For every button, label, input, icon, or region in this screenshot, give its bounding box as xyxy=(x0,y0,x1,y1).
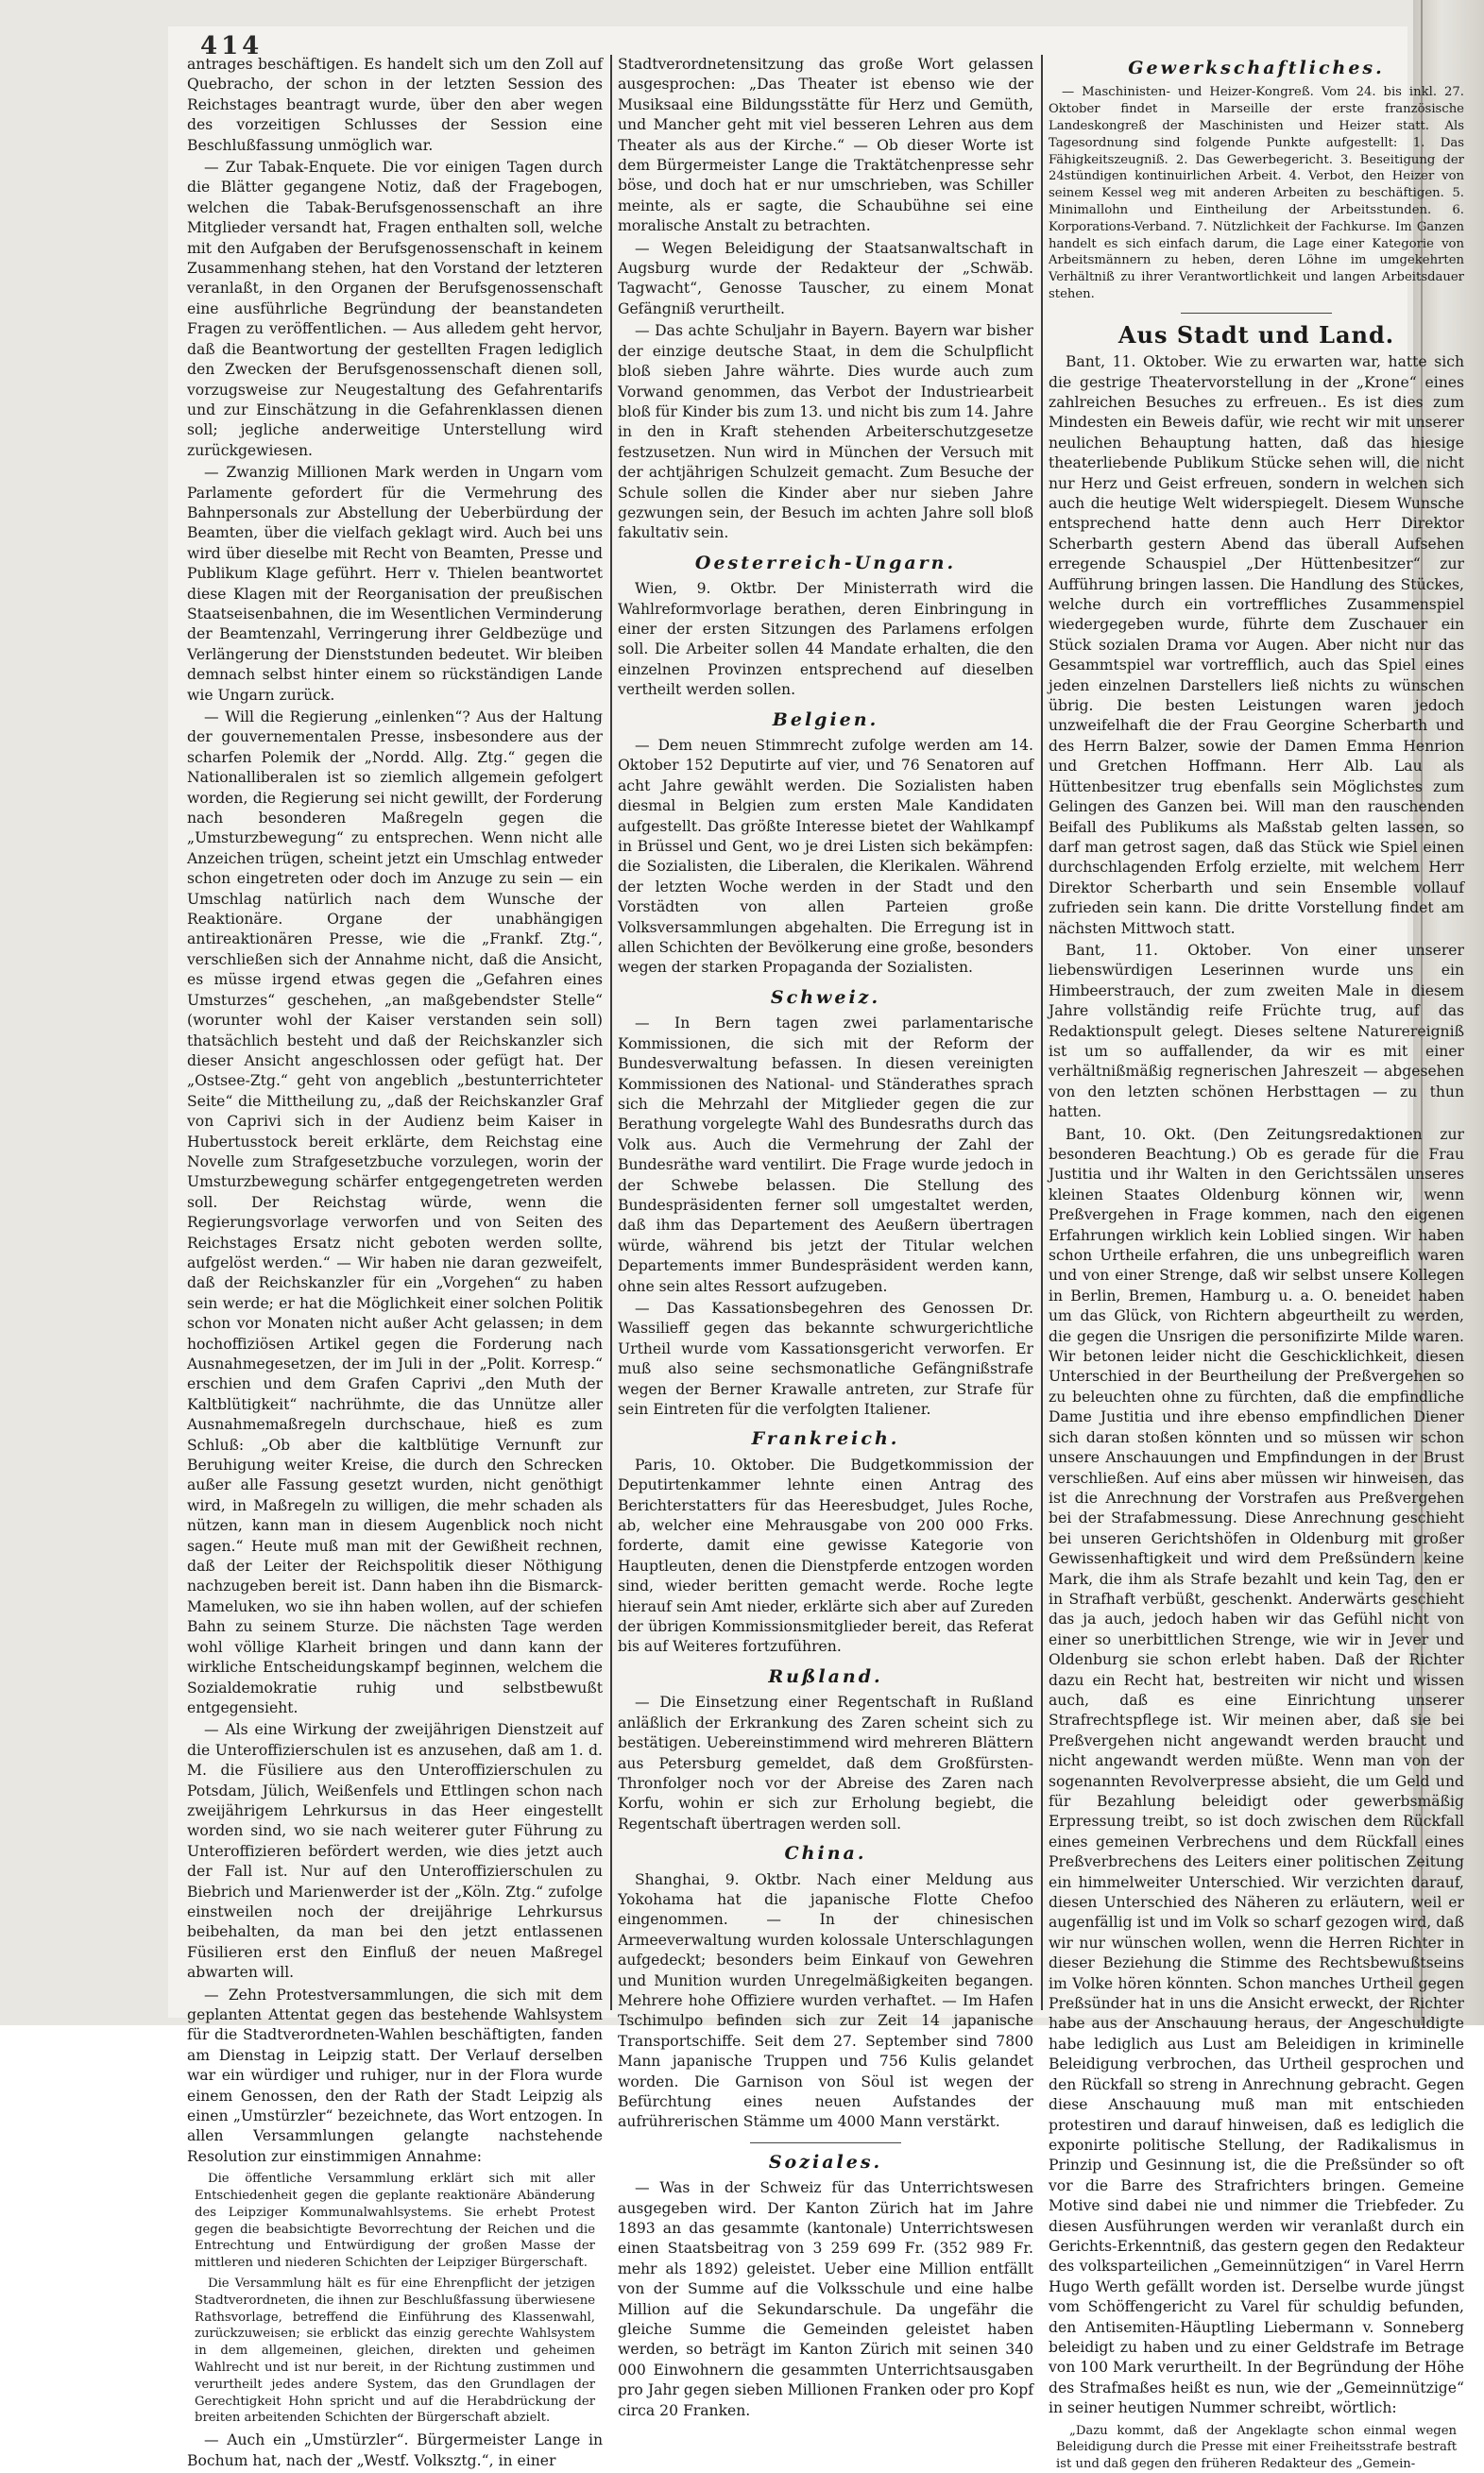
section-heading: China. xyxy=(784,1843,867,1865)
page-number: 414 xyxy=(200,32,264,60)
paragraph: Paris, 10. Oktober. Die Budgetkommission der Deputirtenkammer lehnte einen Antrag des Berichterstatters für das Heeresbudget, Jules Roche, ab, welcher eine Mehrausgabe von 200 000 Frks. forderte, damit eine gewisse Kategorie von Hauptleuten, denen die Dienstpferde entzogen worden sind, wieder beritten gemacht werde. Roche legte hierauf sein Amt nieder, erklärte sich aber auf Zureden der übrigen Kommissionsmitglieder bereit, das Referat bis auf Weiteres fortzuführen. xyxy=(618,1456,1033,1656)
paragraph: — Maschinisten- und Heizer-Kongreß. Vom 24. bis inkl. 27. Oktober findet in Marseille der erste französische Landeskongreß der Maschinisten und Heizer statt. Als Tagesordnung sind folgende Punkte aufgestellt: 1. Das Fähigkeitszeugniß. 2. Das Gewerbegericht. 3. Beseitigung der 24stündigen kontinuirlichen Arbeit. 4. Verbot, den Heizer von seinem Kessel weg mit anderen Arbeiten zu beschäftigen. 5. Minimallohn und Eintheilung der Arbeitsstunden. 6. Korporations-Verband. 7. Nützlichkeit der Fachkurse. Im Ganzen handelt es sich einfach darum, die Lage einer Kategorie von Arbeitsmännern zu heben, deren Löhne im umgekehrten Verhältniß zu ihrer Verantwortlichkeit und langen Arbeitsdauer stehen. xyxy=(1049,85,1464,301)
section-heading: Rußland. xyxy=(768,1665,883,1687)
section-heading: Schweiz. xyxy=(770,986,881,1008)
paragraph: — Will die Regierung „einlenken“? Aus der Haltung der gouvernementalen Presse, insbesondere aus der scharfen Polemik der „Nordd. Allg. Ztg.“ gegen die Nationalliberalen ist so ziemlich allgemein gefolgert worden, die Regierung sei nicht gewillt, der Forderung nach besonderen Maßregeln gegen die „Umsturzbewegung“ zu entsprechen. Wenn nicht alle Anzeichen trügen, scheint jetzt ein Umschlag entweder schon eingetreten oder doch im Anzuge zu sein — ein Umschlag natürlich nach dem Wunsche der Reaktionäre. Organe der unabhängigen antireaktionären Presse, wie die „Frankf. Ztg.“, verschließen sich der Annahme nicht, daß die Ansicht, es müsse irgend etwas gegen die „Gefahren eines Umsturzes“ geschehen, „an maßgebendster Stelle“ (worunter wohl der Kaiser verstanden sein soll) thatsächlich besteht und daß der Reichskanzler sich dieser Ansicht angeschlossen oder gefügt hat. Der „Ostsee-Ztg.“ geht von angeblich „bestunterrichteter Seite“ die Mittheilung zu, „daß der Reichskanzler Graf von Caprivi sich in der Audienz beim Kaiser in Hubertusstock bereit erklärte, dem Reichstag eine Novelle zum Strafgesetzbuche vorzulegen, worin der Umsturzbewegung schärfer entgegengetreten werden soll. Der Reichstag würde, wenn die Regierungsvorlage verworfen und von Seiten des Reichstages Ersatz nicht geboten werden sollte, aufgelöst werden.“ — Wir haben nie daran gezweifelt, daß der Reichskanzler für ein „Vorgehen“ zu haben sein werde; er hat die Möglichkeit einer solchen Politik schon vor Monaten nicht außer Acht gelassen; in dem hochoffiziösen Artikel gegen die Forderung nach Ausnahmegesetzen, der im Juli in der „Polit. Korresp.“ erschien und dem Grafen Caprivi „den Muth der Kaltblütigkeit“ nachrühmte, die das Unnütze aller Ausnahmemaßregeln durchschaue, hieß es zum Schluß: „Ob aber die kaltblütige Vernunft zur Beruhigung weiter Kreise, die durch den Schrecken außer alle Fassung gesetzt wurden, nicht genöthigt wird, in Maßregeln zu willigen, die mehr schaden als nützen, kann man in diesem Augenblick noch nicht sagen.“ Heute muß man mit der Gewißheit rechnen, daß der Leiter der Reichspolitik dieser Nöthigung nachzugeben bereit ist. Dann haben ihn die Bismarck-Mameluken, wo sie ihn haben wollen, auf der schiefen Bahn zu seinem Sturze. Die nächsten Tage werden wohl völlige Klarheit bringen und dann kann der wirkliche Entscheidungskampf beginnen, welchem die Sozialdemokratie ruhig und selbstbewußt entgegensieht. xyxy=(187,708,603,1716)
column-1 xyxy=(187,55,603,2469)
paragraph: — Was in der Schweiz für das Unterrichtswesen ausgegeben wird. Der Kanton Zürich hat im Jahre 1893 an das gesammte (kantonale) Unterrichtswesen einen Staatsbeitrag von 3 259 699 Fr. (352 989 Fr. mehr als 1892) geleistet. Ueber eine Million entfällt von der Summe auf die Volksschule und eine halbe Million auf die Sekundarschule. Da ungefähr die gleiche Summe die Gemeinden geleistet haben werden, so beträgt im Kanton Zürich mit seinen 340 000 Einwohnern die gesammten Unterrichtsausgaben pro Jahr gegen sieben Millionen Franken oder pro Kopf circa 20 Franken. xyxy=(618,2179,1033,2419)
section-divider xyxy=(750,2142,901,2143)
paragraph: Shanghai, 9. Oktbr. Nach einer Meldung aus Yokohama hat die japanische Flotte Chefoo eingenommen. — In der chinesischen Armeeverwaltung wurden kolossale Unterschlagungen aufgedeckt; besonders beim Einkauf von Gewehren und Munition wurden Unregelmäßigkeiten begangen. Mehrere hohe Offiziere wurden verhaftet. — Im Hafen Tschimulpo befinden sich zur Zeit 14 japanische Transportschiffe. Seit dem 27. September sind 7800 Mann japanische Truppen und 756 Kulis gelandet worden. Die Garnison von Söul ist wegen der Befürchtung eines neuen Aufstandes der aufrührerischen Stämme um 4000 Mann verstärkt. xyxy=(618,1870,1033,2131)
paragraph: — Das Kassationsbegehren des Genossen Dr. Wassilieff gegen das bekannte schwurgerichtliche Urtheil wurde vom Kassationsgericht verworfen. Er muß also seine sechsmonatliche Gefängnißstrafe wegen der Berner Krawalle antreten, zur Strafe für sein Eintreten für die verfolgten Italiener. xyxy=(618,1299,1033,1418)
paragraph: Bant, 10. Okt. (Den Zeitungsredaktionen zur besonderen Beachtung.) Ob es gerade für die Frau Justitia und ihr Walten in den Gerichtssälen unseres kleinen Staates Oldenburg können wir, wenn Preßvergehen in Frage kommen, nach den eigenen Erfahrungen wirklich kein Loblied singen. Wir haben schon Urtheile erfahren, die uns unbegreiflich waren und von einer Strenge, daß wir selbst unsere Kollegen in Berlin, Bremen, Hamburg u. a. O. beneidet haben um das Glück, von Richtern abgeurtheilt zu werden, die gegen die Unsrigen die personifizirte Milde waren. Wir betonen leider nicht die Geschicklichkeit, diesen Unterschied in der Beurtheilung der Preßvergehen so zu beleuchten ohne zu fürchten, daß die empfindliche Dame Justitia und ihre ebenso empfindlichen Diener sich daran stoßen könnten und so müssen wir schon unsere Anschauungen und Empfindungen in der Brust verschließen. Auf eins aber müssen wir hinweisen, das ist die Anrechnung der Vorstrafen aus Preßvergehen bei der Strafabmessung. Diese Anrechnung geschieht bei unseren Gerichtshöfen in Oldenburg mit großer Gewissenhaftigkeit und wird dem Preßsündern keine Mark, die ihm als Strafe bezahlt und kein Tag, den er in Strafhaft verbüßt, geschenkt. Anderwärts geschieht das ja auch, jedoch haben wir das Gefühl nicht von einer so unerbittlichen Strenge, wie wir in Jever und Oldenburg sie schon erlebt haben. Daß der Richter dazu ein Recht hat, bestreiten wir nicht und wissen auch, daß es eine Einrichtung unserer Strafrechtspflege ist. Wir meinen aber, daß sie bei Preßvergehen nicht angewandt werden braucht und nicht angewandt werden müßte. Wenn man von der sogenannten Revolverpresse absieht, die um Geld und für Bezahlung beleidigt oder gewerbsmäßig Erpressung treibt, so ist doch zwischen dem Rückfall eines gemeinen Verbrechens und dem Rückfall eines Preßverbrechens des Leiters einer politischen Zeitung ein himmelweiter Unterschied. Wir verzichten darauf, diesen Unterschied des Näheren zu erläutern, weil er augenfällig ist und im Volk so scharf gezogen wird, daß wir nur wünschen wollen, wenn die Herren Richter in dieser Beziehung die Stimme des Rechtsbewußtseins im Volke hören könnten. Schon manches Urtheil gegen Preßsünder hat in uns die Ansicht erweckt, der Richter habe aus der Anschauung heraus, der Angeschuldigte habe lediglich aus Lust am Beleidigen in kriminelle Beleidigung verbrochen, das Urtheil gesprochen und den Rückfall so streng in Anrechnung gebracht. Gegen diese Anschauung muß man mit entschieden protestiren und darauf hinweisen, daß es lediglich die exponirte politische Stellung, der Radikalismus in Prinzip und Gesinnung ist, die die Preßsünder so oft vor die Barre des Strafrichters bringen. Gemeine Motive sind dabei nie und nimmer die Triebfeder. Zu diesen Ausführungen werden wir veranlaßt durch ein Gerichts-Erkenntniß, das gestern gegen den Redakteur des volksparteilichen „Gemeinnützigen“ in Varel Herrn Hugo Werth gefällt worden ist. Derselbe wurde jüngst vom Schöffengericht zu Varel für schuldig befunden, den Antisemiten-Häuptling Liebermann v. Sonneberg beleidigt zu haben und zu einer Geldstrafe im Betrage von 100 Mark verurtheilt. In der Begründung der Höhe des Strafmaßes heißt es nun, wie der „Gemeinnützige“ in seiner heutigen Nummer schreibt, wörtlich: xyxy=(1049,1125,1464,2417)
section-heading: Aus Stadt und Land. xyxy=(1117,320,1395,349)
paragraph: Stadtverordnetensitzung das große Wort gelassen ausgesprochen: „Das Theater ist ebenso wie der Musiksaal eine Bildungsstätte für Herz und Gemüth, und Mancher geht mit viel besseren Lehren aus dem Theater als aus der Kirche.“ — Ob dieser Worte ist dem Bürgermeister Lange die Traktätchenpresse sehr böse, und doch hat er nur umschrieben, was Schiller meinte, als er sagte, die Schaubühne sei eine moralische Anstalt zu betrachten. xyxy=(618,56,1033,235)
column-rule xyxy=(1041,55,1043,2010)
paragraph: — Auch ein „Umstürzler“. Bürgermeister Lange in Bochum hat, nach der „Westf. Volksztg.“, in einer xyxy=(187,2431,603,2469)
paragraph: — Dem neuen Stimmrecht zufolge werden am 14. Oktober 152 Deputirte auf vier, und 76 Senatoren auf acht Jahre gewählt werden. Die Sozialisten haben diesmal in Belgien zum ersten Male Kandidaten aufgestellt. Das größte Interesse bietet der Wahlkampf in Brüssel und Gent, wo je drei Listen sich bekämpfen: die Sozialisten, die Liberalen, die Klerikalen. Während der letzten Woche werden in der Stadt und den Vorstädten von allen Parteien große Volksversammlungen abgehalten. Die Erregung ist in allen Schichten der Bevölkerung eine große, besonders wegen der starken Propaganda der Sozialisten. xyxy=(618,737,1034,977)
paragraph: antrages beschäftigen. Es handelt sich um den Zoll auf Quebracho, der schon in der letzten Session des Reichstages beantragt wurde, über den aber wegen des vorzeitigen Schlusses der Session eine Beschlußfassung unmöglich war. xyxy=(187,56,603,154)
paragraph: — Zehn Protestversammlungen, die sich mit dem geplanten Attentat gegen das bestehende Wahlsystem für die Stadtverordneten-Wahlen beschäftigten, fanden am Dienstag in Leipzig statt. Der Verlauf derselben war ein würdiger und ruhiger, nur in der Flora wurde einem Genossen, den der Rath der Stadt Leipzig als einen „Umstürzler“ bezeichnete, das Wort entzogen. In allen Versammlungen gelangte nachstehende Resolution zur einstimmigen Annahme: xyxy=(187,1986,603,2165)
resolution-text: Die öffentliche Versammlung erklärt sich mit aller Entschiedenheit gegen die geplante reaktionäre Abänderung des Leipziger Kommunalwahlsystems. Sie erhebt Protest gegen die beabsichtigte Bevorrechtung der Reichen und die Entrechtung und Entwürdigung der großen Masse der mittleren und niederen Schichten der Leipziger Bürgerschaft. xyxy=(195,2172,595,2271)
resolution-text: Die Versammlung hält es für eine Ehrenpflicht der jetzigen Stadtverordneten, die ihnen zur Beschlußfassung überwiesene Rathsvorlage, betreffend die Einführung des Klassenwahl, zurückzuweisen; sie erblickt das einzig gerechte Wahlsystem in dem allgemeinen, gleichen, direkten und geheimen Wahlrecht und ist nur bereit, in der Richtung zustimmen und verurtheilt jedes andere System, das den Grundlagen der Gerechtigkeit Hohn spricht und auf die Herabdrückung der breiten arbeitenden Schichten der Bürgerschaft abzielt. xyxy=(195,2277,595,2426)
column-2 xyxy=(618,55,1034,2419)
paragraph: — Zur Tabak-Enquete. Die vor einigen Tagen durch die Blätter gegangene Notiz, daß der Fragebogen, welchen die Tabak-Berufsgenossenschaft an ihre Mitglieder versandt hat, Fragen enthalten soll, welche mit den Aufgaben der Berufsgenossenschaft in keinem Zusammenhang stehen, hat den Vorstand der letzteren veranlaßt, in den Organen der Berufsgenossenschaft eine ausführliche Begründung der beanstandeten Fragen zu veröffentlichen. — Aus alledem geht hervor, daß die Beantwortung der gestellten Fragen lediglich den Zwecken der Berufsgenossenschaft dienen soll, vorzugsweise zur Neugestaltung des Gefahrentarifs und zur Einschätzung in die Gefahrenklassen dienen soll; jegliche anderweitige Unterstellung wird zurückgewiesen. xyxy=(187,159,603,459)
section-divider xyxy=(1181,313,1332,314)
paragraph: Bant, 11. Oktober. Von einer unserer liebenswürdigen Leserinnen wurde uns ein Himbeerstrauch, der zum zweiten Male in diesem Jahre vollständig reife Früchte trug, auf das Redaktionspult gelegt. Dieses seltene Naturereigniß ist um so auffallender, da wir es mit einer verhältnißmäßig regnerischen Jahreszeit — abgesehen von den letzten schönen Herbsttagen — zu thun hatten. xyxy=(1049,941,1464,1121)
section-heading: Soziales. xyxy=(768,2151,883,2173)
paragraph: Bant, 11. Oktober. Wie zu erwarten war, hatte sich die gestrige Theatervorstellung in der „Krone“ eines zahlreichen Besuches zu erfreuen.. Es ist dies zum Mindesten ein Beweis dafür, wie recht wir mit unserer neulichen Behauptung hatten, daß das hiesige theaterliebende Publikum Stücke sehen will, die nicht nur Herz und Geist erfreuen, sondern in welchen sich auch die heutige Welt widerspiegelt. Diesem Wunsche entsprechend hatte denn auch Herr Direktor Scherbarth gestern Abend das überall Aufsehen erregende Schauspiel „Der Hüttenbesitzer“ zur Aufführung bringen lassen. Die Handlung des Stückes, welche durch ein vortreffliches Zusammenspiel wiedergegeben wurde, führte dem Zuschauer ein Stück sozialen Drama vor Augen. Aber nicht nur das Gesammtspiel war vortrefflich, auch das Spiel eines jeden einzelnen Darstellers ließ nichts zu wünschen übrig. Die besten Leistungen waren jedoch unzweifelhaft die der Frau Georgine Scherbarth und des Herrn Balzer, sowie der Damen Emma Henrion und Gretchen Hoffmann. Herr Alb. Lau als Hüttenbesitzer trug ebenfalls sein Möglichstes zum Gelingen des Ganzen bei. Will man den rauschenden Beifall des Publikums als Maßstab gelten lassen, so darf man getrost sagen, daß das Stück wie Spiel einen durchschlagenden Erfolg erzielte, mit welchem Herr Direktor Scherbarth und sein Ensemble vollauf zufrieden sein kann. Die dritte Vorstellung findet am nächsten Mittwoch statt. xyxy=(1049,353,1464,937)
quoted-text: „Dazu kommt, daß der Angeklagte schon einmal wegen Beleidigung durch die Presse mit einer Freiheitsstrafe bestraft ist und daß gegen den früheren Redakteur des „Gemein- xyxy=(1056,2423,1457,2472)
section-heading: Frankreich. xyxy=(751,1428,900,1450)
paragraph: — Die Einsetzung einer Regentschaft in Rußland anläßlich der Erkrankung des Zaren scheint sich zu bestätigen. Uebereinstimmend wird mehreren Blättern aus Petersburg gemeldet, daß dem Großfürsten-Thronfolger noch vor der Abreise des Zaren nach Korfu, wohin er sich zur Erholung begiebt, die Regentschaft übertragen werden soll. xyxy=(618,1694,1033,1833)
paragraph: Wien, 9. Oktbr. Der Ministerrath wird die Wahlreformvorlage berathen, deren Einbringung in einer der ersten Sitzungen des Parlamens erfolgen soll. Die Arbeiter sollen 44 Mandate erhalten, die den einzelnen Provinzen entsprechend auf dieselben vertheilt werden sollen. xyxy=(618,580,1033,699)
paragraph: — Als eine Wirkung der zweijährigen Dienstzeit auf die Unteroffizierschulen ist es anzusehen, daß am 1. d. M. die Füsiliere aus den Unteroffizierschulen zu Potsdam, Jülich, Weißenfels und Ettlingen schon nach zweijährigem Lehrkursus in das Heer eingestellt worden sind, wo sie nach weiterer guter Führung zu Unteroffizieren befördert werden, wie dies jetzt auch der Fall ist. Nur auf den Unteroffizierschulen zu Biebrich und Marienwerder ist der „Köln. Ztg.“ zufolge einstweilen noch der dreijährige Lehrkursus beibehalten, da man bei den jetzt entlassenen Füsilieren erst den Einfluß der neuen Maßregel abwarten will. xyxy=(187,1721,603,1982)
paragraph: — Zwanzig Millionen Mark werden in Ungarn vom Parlamente gefordert für die Vermehrung des Bahnpersonals zur Abstellung der Ueberbürdung der Beamten, über die vielfach geklagt wird. Auch bei uns wird über dieselbe mit Recht von Beamten, Presse und Publikum Klage geführt. Herr v. Thielen beantwortet diese Klagen mit der Reorganisation der preußischen Staatseisenbahnen, die im Wesentlichen Verminderung der Beamtenzahl, Verringerung ihrer Geldbezüge und Verlängerung der Dienststunden bedeutet. Wir bleiben demnach selbst hinter einem so rückständigen Lande wie Ungarn zurück. xyxy=(187,464,603,704)
paragraph: — Das achte Schuljahr in Bayern. Bayern war bisher der einzige deutsche Staat, in dem die Schulpflicht bloß sieben Jahre währte. Dies wurde auch zum Vorwand genommen, das Verbot der Industriearbeit bloß für Kinder bis zum 13. und nicht bis zum 14. Jahre in den in Kraft stehenden Arbeiterschutzgesetze festzusetzen. Nun wird in München der Versuch mit der achtjährigen Schulzeit gemacht. Zum Besuche der Schule sollen die Kinder aber nur sieben Jahre gezwungen sein, der Besuch im achten Jahre soll bloß fakultativ sein. xyxy=(618,322,1033,542)
column-3 xyxy=(1049,55,1464,2472)
paragraph: — Wegen Beleidigung der Staatsanwaltschaft in Augsburg wurde der Redakteur der „Schwäb. Tagwacht“, Genosse Tauscher, zu einem Monat Gefängniß verurtheilt. xyxy=(618,239,1033,317)
section-heading: Gewerkschaftliches. xyxy=(1128,58,1385,78)
section-heading: Oesterreich-Ungarn. xyxy=(694,552,957,573)
paragraph: — In Bern tagen zwei parlamentarische Kommissionen, die sich mit der Reform der Bundesverwaltung befassen. In diesen vereinigten Kommissionen des National- und Ständerathes sprach sich die Mehrzahl der Mitglieder gegen die zur Berathung vorgelegte Wahl des Bundesraths durch das Volk aus. Auch die Vermehrung der Zahl der Bundesräthe ward ventilirt. Die Frage wurde jedoch in der Schwebe belassen. Die Stellung des Bundespräsidenten ferner soll umgestaltet werden, daß ihm das Departement des Aeußern übertragen würde, während bis jetzt der Titular welchen Departements immer Bundespräsident werden kann, ohne sein altes Ressort aufzugeben. xyxy=(618,1015,1033,1295)
column-rule xyxy=(610,55,612,2010)
section-heading: Belgien. xyxy=(772,708,879,730)
